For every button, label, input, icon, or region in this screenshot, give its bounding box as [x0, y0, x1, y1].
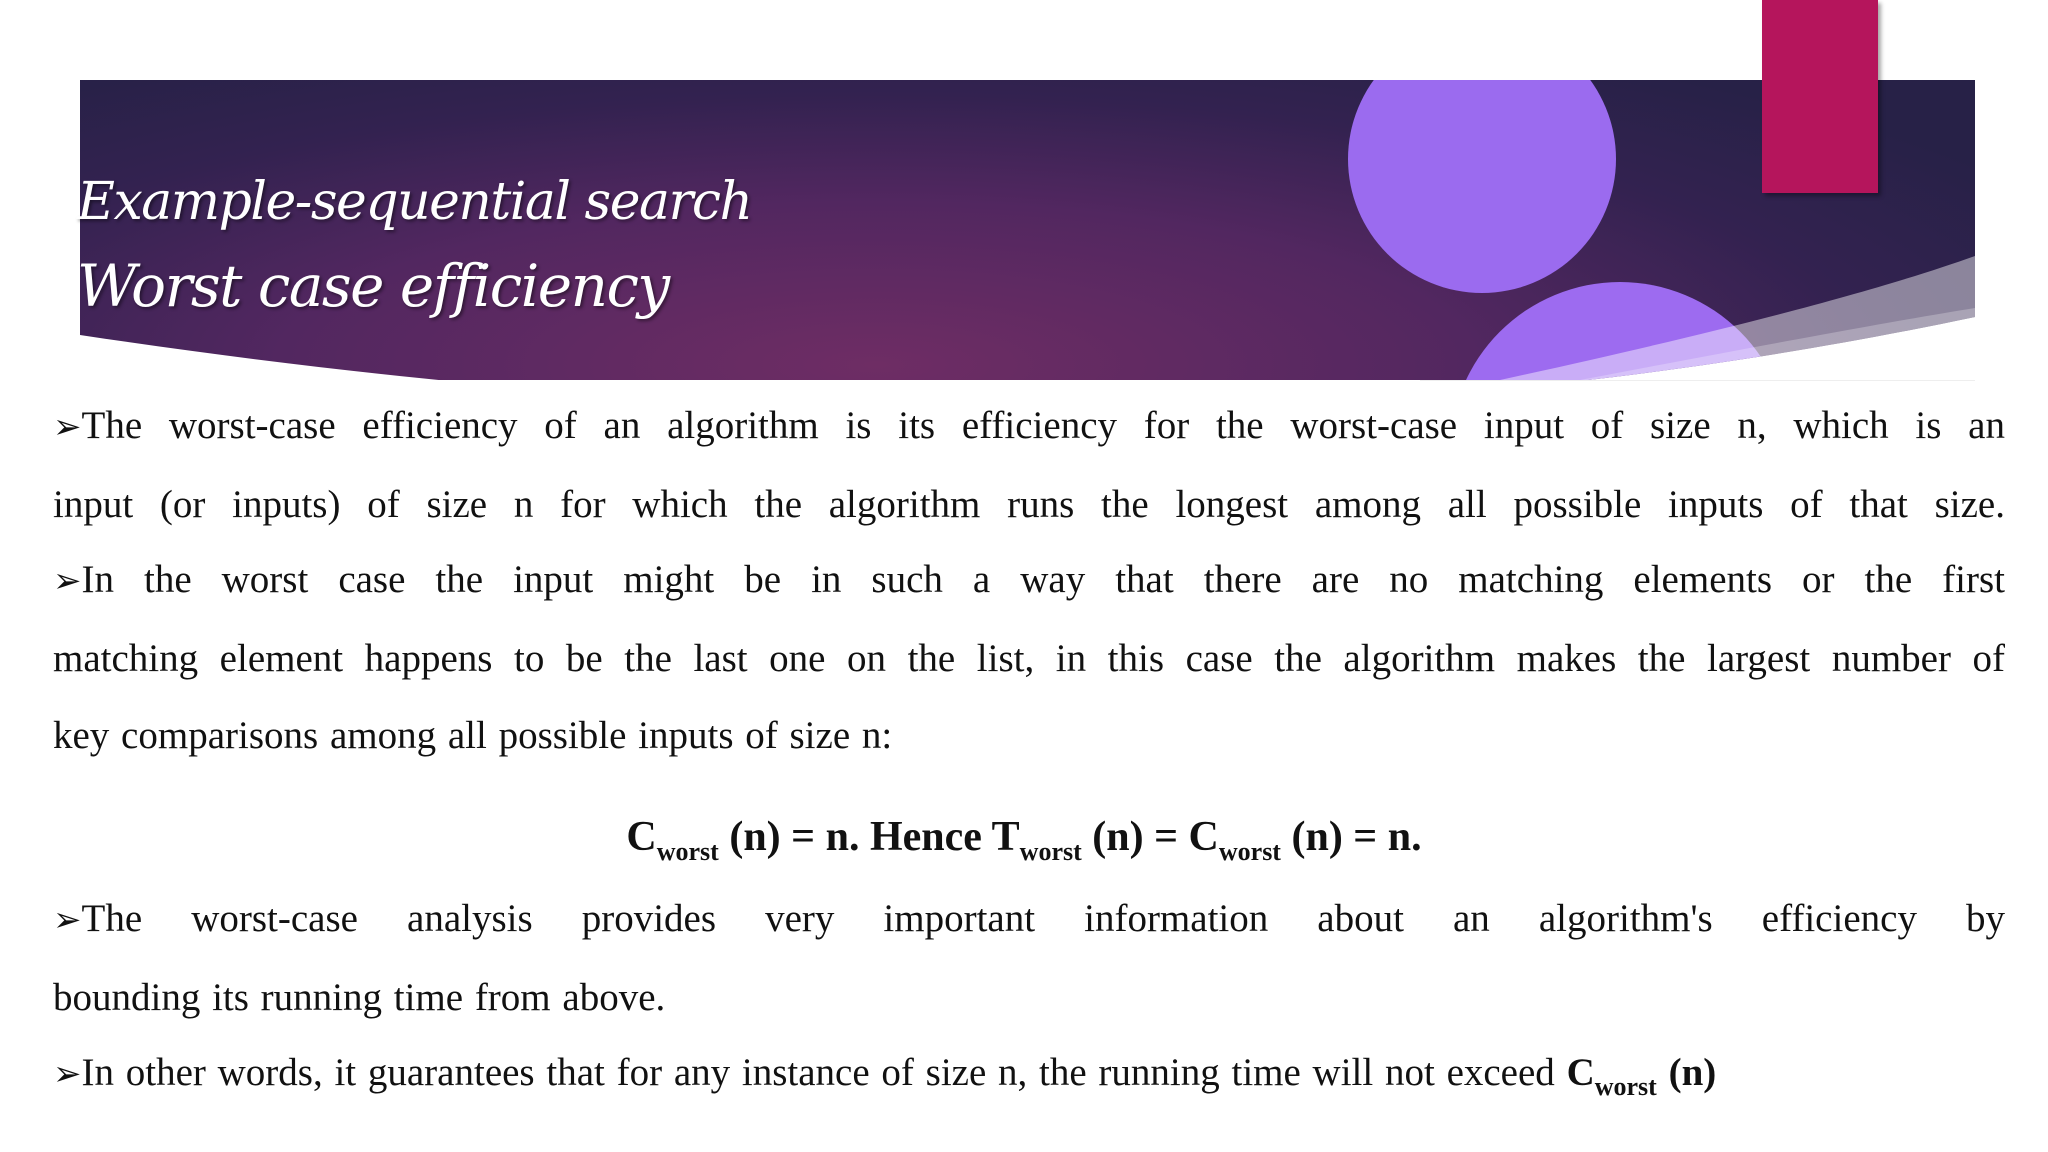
formula-part: (n) = C [1081, 814, 1219, 860]
bullet-arrow-icon: ➢ [53, 1056, 82, 1093]
bullet-arrow-icon: ➢ [53, 563, 82, 600]
term-c: C [1566, 1051, 1595, 1094]
paragraph-text: The worst-case analysis provides very important information about an algorithm's efficiency by [81, 897, 2005, 940]
title-line-2: Worst case efficiency [77, 252, 669, 320]
bullet-paragraph-2 [53, 541, 2005, 774]
formula-c: C [626, 814, 657, 860]
paragraph-text: In the worst case the input might be in such a way that there are no matching elements or the first [81, 558, 2005, 601]
bullet-paragraph-4 [53, 1034, 1953, 1125]
paragraph-text: bounding its running time from above. [53, 976, 666, 1019]
formula-part: (n) = n. [1280, 814, 1422, 860]
banner-divider-line [1420, 380, 1975, 381]
paragraph-text: key comparisons among all possible inputs of size n: [53, 714, 893, 757]
formula-subscript: worst [656, 837, 719, 866]
accent-bar [1762, 0, 1878, 193]
paragraph-text: The worst-case efficiency of an algorithm is its efficiency for the worst-case input of size n, which is an [81, 404, 2005, 447]
title-line-1: Example-sequential search [77, 172, 752, 232]
term-n: (n) [1656, 1051, 1717, 1094]
formula-subscript: worst [1218, 837, 1281, 866]
bullet-arrow-icon: ➢ [53, 409, 82, 446]
slide-title [77, 160, 751, 328]
paragraph-text: In other words, it guarantees that for any instance of size n, the running time will not exceed [81, 1051, 1567, 1094]
formula [0, 807, 2048, 882]
formula-part: (n) = n. Hence T [718, 814, 1020, 860]
formula-subscript: worst [1019, 837, 1082, 866]
bullet-paragraph-1 [53, 387, 2005, 543]
bullet-paragraph-3 [53, 880, 2005, 1036]
term-subscript: worst [1594, 1072, 1657, 1101]
paragraph-text: matching element happens to be the last one on the list, in this case the algorithm makes the largest number of [53, 637, 2005, 680]
bullet-arrow-icon: ➢ [53, 902, 82, 939]
paragraph-text: input (or inputs) of size n for which the algorithm runs the longest among all possible inputs of that size. [53, 483, 2005, 526]
